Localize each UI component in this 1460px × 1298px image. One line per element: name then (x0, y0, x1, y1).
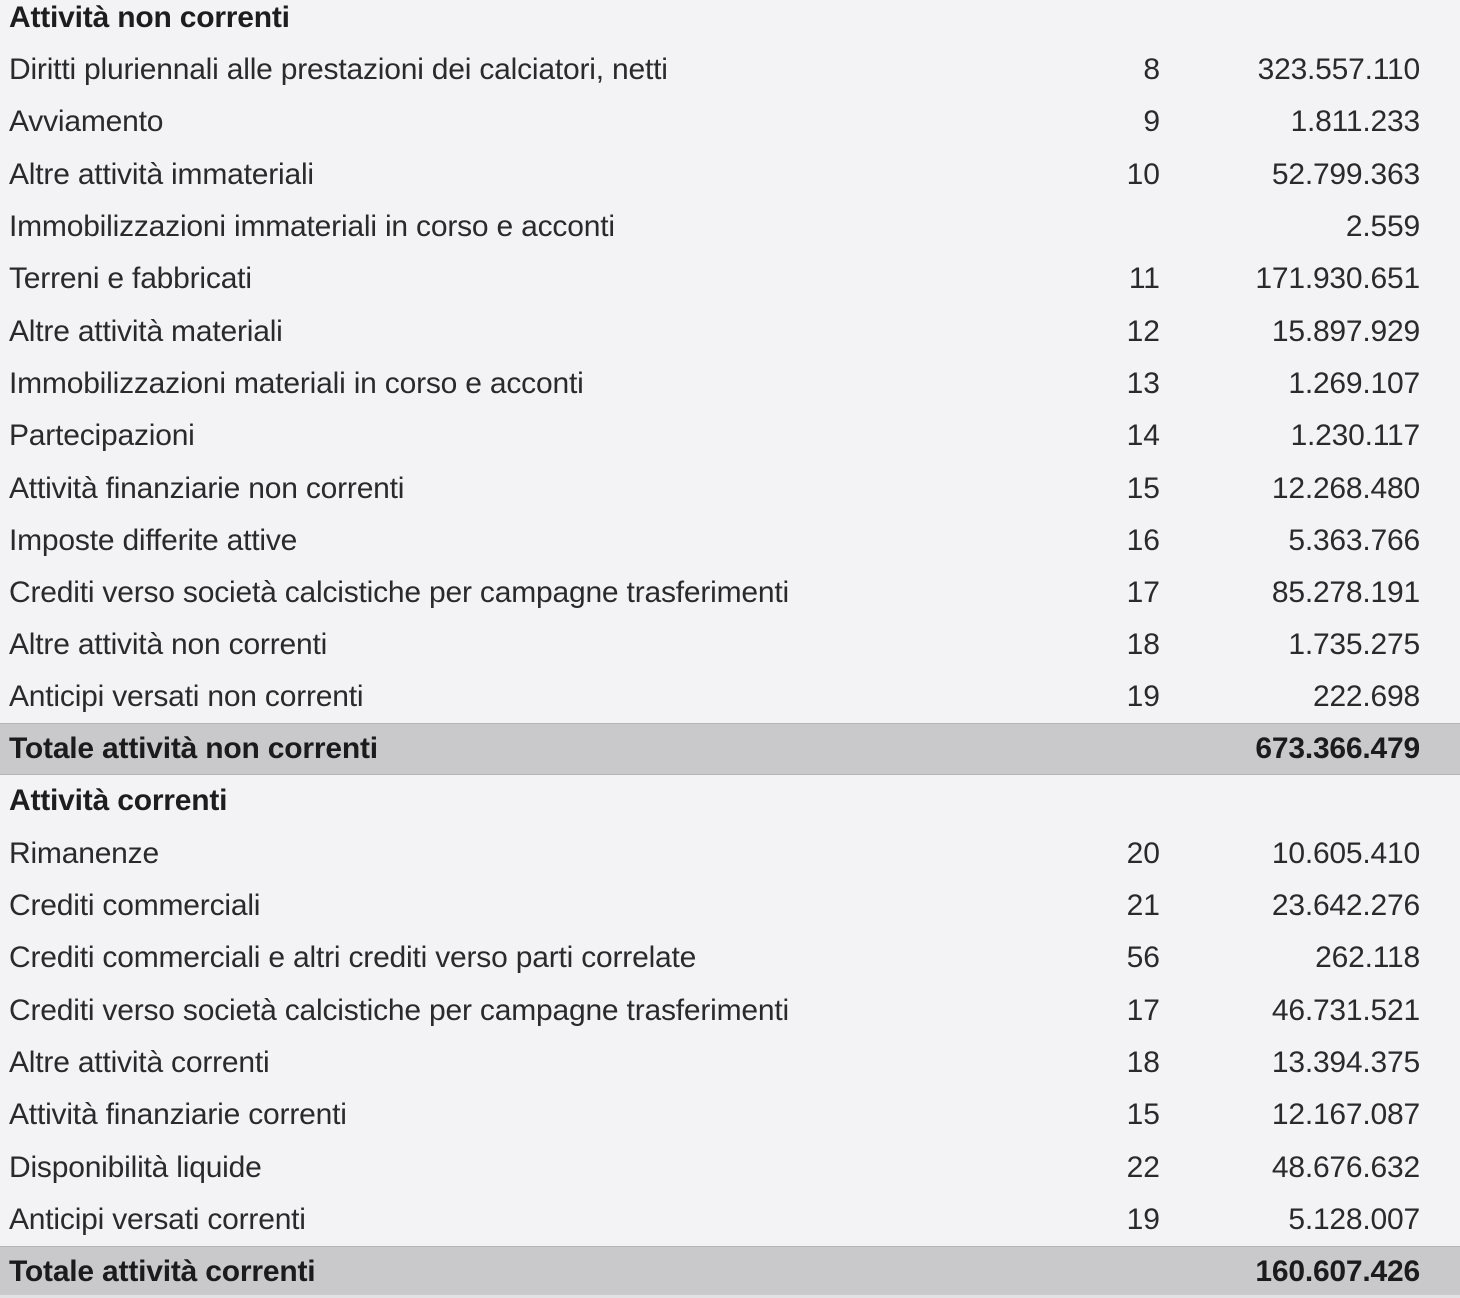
row-amount: 13.394.375 (1271, 1046, 1420, 1079)
row-amount: 10.605.410 (1271, 837, 1420, 870)
row-amount: 1.811.233 (1290, 105, 1420, 138)
row-label: Altre attività non correnti (9, 628, 328, 661)
section-title: Attività non correnti (9, 1, 290, 34)
row-note: 17 (1126, 576, 1160, 609)
section-header-current (0, 775, 1460, 827)
total-row-current (0, 1246, 1460, 1298)
row-note: 19 (1126, 680, 1160, 713)
table-row (0, 1194, 1460, 1246)
section-title: Attività correnti (9, 784, 228, 817)
row-label: Altre attività immateriali (9, 158, 314, 191)
row-note: 56 (1126, 941, 1160, 974)
table-row (0, 253, 1460, 305)
total-row-non-current (0, 723, 1460, 775)
total-amount: 160.607.426 (1255, 1255, 1420, 1288)
total-label: Totale attività correnti (9, 1255, 316, 1288)
row-amount: 2.559 (1345, 210, 1420, 243)
row-note: 18 (1126, 1046, 1160, 1079)
row-amount: 23.642.276 (1271, 889, 1420, 922)
row-label: Partecipazioni (9, 419, 195, 452)
row-note: 15 (1126, 1098, 1160, 1131)
row-label: Terreni e fabbricati (9, 262, 252, 295)
table-row (0, 985, 1460, 1037)
table-row (0, 671, 1460, 723)
row-note: 10 (1126, 158, 1160, 191)
row-amount: 1.269.107 (1288, 367, 1420, 400)
row-note: 12 (1126, 315, 1160, 348)
row-amount: 15.897.929 (1271, 315, 1420, 348)
row-note: 21 (1126, 889, 1160, 922)
row-label: Crediti commerciali (9, 889, 261, 922)
row-amount: 12.268.480 (1271, 472, 1420, 505)
row-label: Crediti verso società calcistiche per campagne trasferimenti (9, 576, 789, 609)
total-amount: 673.366.479 (1255, 732, 1420, 765)
row-label: Disponibilità liquide (9, 1151, 262, 1184)
row-label: Attività finanziarie correnti (9, 1098, 347, 1131)
table-row (0, 306, 1460, 358)
table-row (0, 880, 1460, 932)
table-row (0, 44, 1460, 96)
row-label: Avviamento (9, 105, 164, 138)
row-note: 14 (1126, 419, 1160, 452)
row-amount: 46.731.521 (1271, 994, 1420, 1027)
row-label: Attività finanziarie non correnti (9, 472, 405, 505)
row-label: Immobilizzazioni materiali in corso e acconti (9, 367, 584, 400)
table-row (0, 515, 1460, 567)
table-row (0, 828, 1460, 880)
row-note: 11 (1128, 262, 1160, 295)
table-row (0, 201, 1460, 253)
row-note (1080, 201, 1160, 253)
table-row (0, 358, 1460, 410)
row-label: Rimanenze (9, 837, 159, 870)
row-note: 17 (1126, 994, 1160, 1027)
row-label: Altre attività materiali (9, 315, 283, 348)
row-note: 20 (1126, 837, 1160, 870)
row-note: 15 (1126, 472, 1160, 505)
table-row (0, 463, 1460, 515)
row-label: Imposte differite attive (9, 524, 298, 557)
total-label: Totale attività non correnti (9, 732, 378, 765)
row-amount: 262.118 (1315, 941, 1420, 974)
table-row (0, 932, 1460, 984)
row-note: 22 (1126, 1151, 1160, 1184)
row-note: 8 (1143, 53, 1160, 86)
table-row (0, 410, 1460, 462)
row-note: 13 (1126, 367, 1160, 400)
row-amount: 12.167.087 (1271, 1098, 1420, 1131)
table-row (0, 1037, 1460, 1089)
row-note: 18 (1126, 628, 1160, 661)
row-amount: 171.930.651 (1255, 262, 1420, 295)
row-amount: 48.676.632 (1271, 1151, 1420, 1184)
table-row (0, 96, 1460, 148)
row-amount: 1.230.117 (1290, 419, 1420, 452)
row-note: 19 (1126, 1203, 1160, 1236)
row-amount: 222.698 (1312, 680, 1420, 713)
row-amount: 5.363.766 (1288, 524, 1420, 557)
row-amount: 85.278.191 (1271, 576, 1420, 609)
table-row (0, 149, 1460, 201)
row-label: Anticipi versati correnti (9, 1203, 306, 1236)
table-row (0, 1089, 1460, 1141)
row-label: Immobilizzazioni immateriali in corso e acconti (9, 210, 615, 243)
table-row (0, 1142, 1460, 1194)
row-label: Diritti pluriennali alle prestazioni dei calciatori, netti (9, 53, 668, 86)
row-amount: 323.557.110 (1257, 53, 1420, 86)
table-row (0, 619, 1460, 671)
row-label: Crediti verso società calcistiche per campagne trasferimenti (9, 994, 789, 1027)
row-note: 9 (1143, 105, 1160, 138)
row-amount: 1.735.275 (1288, 628, 1420, 661)
row-label: Anticipi versati non correnti (9, 680, 364, 713)
row-amount: 52.799.363 (1271, 158, 1420, 191)
table-row (0, 567, 1460, 619)
row-label: Altre attività correnti (9, 1046, 270, 1079)
row-label: Crediti commerciali e altri crediti verso parti correlate (9, 941, 697, 974)
row-amount: 5.128.007 (1288, 1203, 1420, 1236)
row-note: 16 (1126, 524, 1160, 557)
section-header-non-current (0, 0, 1460, 44)
